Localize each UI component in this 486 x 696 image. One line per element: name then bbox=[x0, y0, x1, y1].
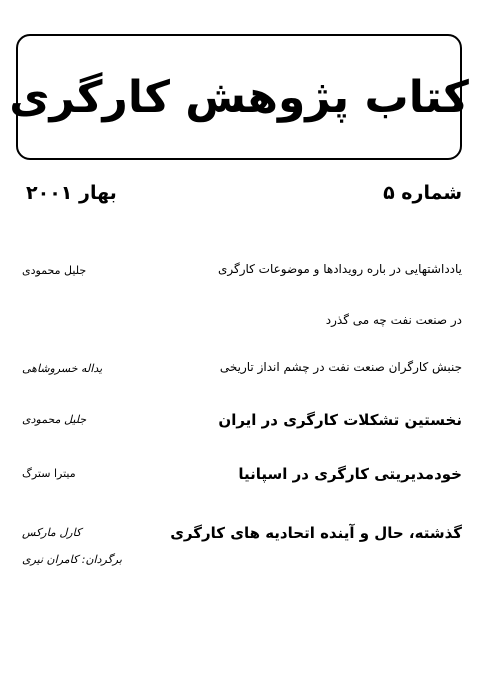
toc-title-4: خودمدیریتی کارگری در اسپانیا bbox=[238, 465, 462, 483]
toc-title-2: جنبش کارگران صنعت نفت در چشم انداز تاریخی bbox=[219, 360, 462, 374]
toc-author-2: یداله خسروشاهی bbox=[22, 362, 103, 375]
toc-title-1-line-2: در صنعت نفت چه می گذرد bbox=[325, 313, 462, 327]
toc-author-1: جلیل محمودی bbox=[22, 264, 87, 277]
toc-title-5: گذشته، حال و آینده اتحادیه های کارگری bbox=[170, 524, 462, 542]
toc-author-3: جلیل محمودی bbox=[22, 413, 87, 426]
title-box bbox=[9, 34, 469, 160]
toc-title-3: نخستین تشکلات کارگری در ایران bbox=[218, 411, 462, 429]
toc-author-5-line-1: کارل مارکس bbox=[22, 526, 82, 539]
issue-number: شماره ۵ bbox=[383, 182, 462, 204]
season-date: بهار ۲۰۰۱ bbox=[26, 182, 117, 204]
toc-author-4: میترا سترگ bbox=[22, 467, 76, 480]
toc-author-5-line-2: برگردان: کامران نیری bbox=[22, 553, 122, 566]
toc-title-1-line-1: یادداشتهایی در باره رویدادها و موضوعات کارگری bbox=[217, 262, 462, 276]
book-title: کتاب پژوهش کارگری bbox=[9, 71, 469, 123]
